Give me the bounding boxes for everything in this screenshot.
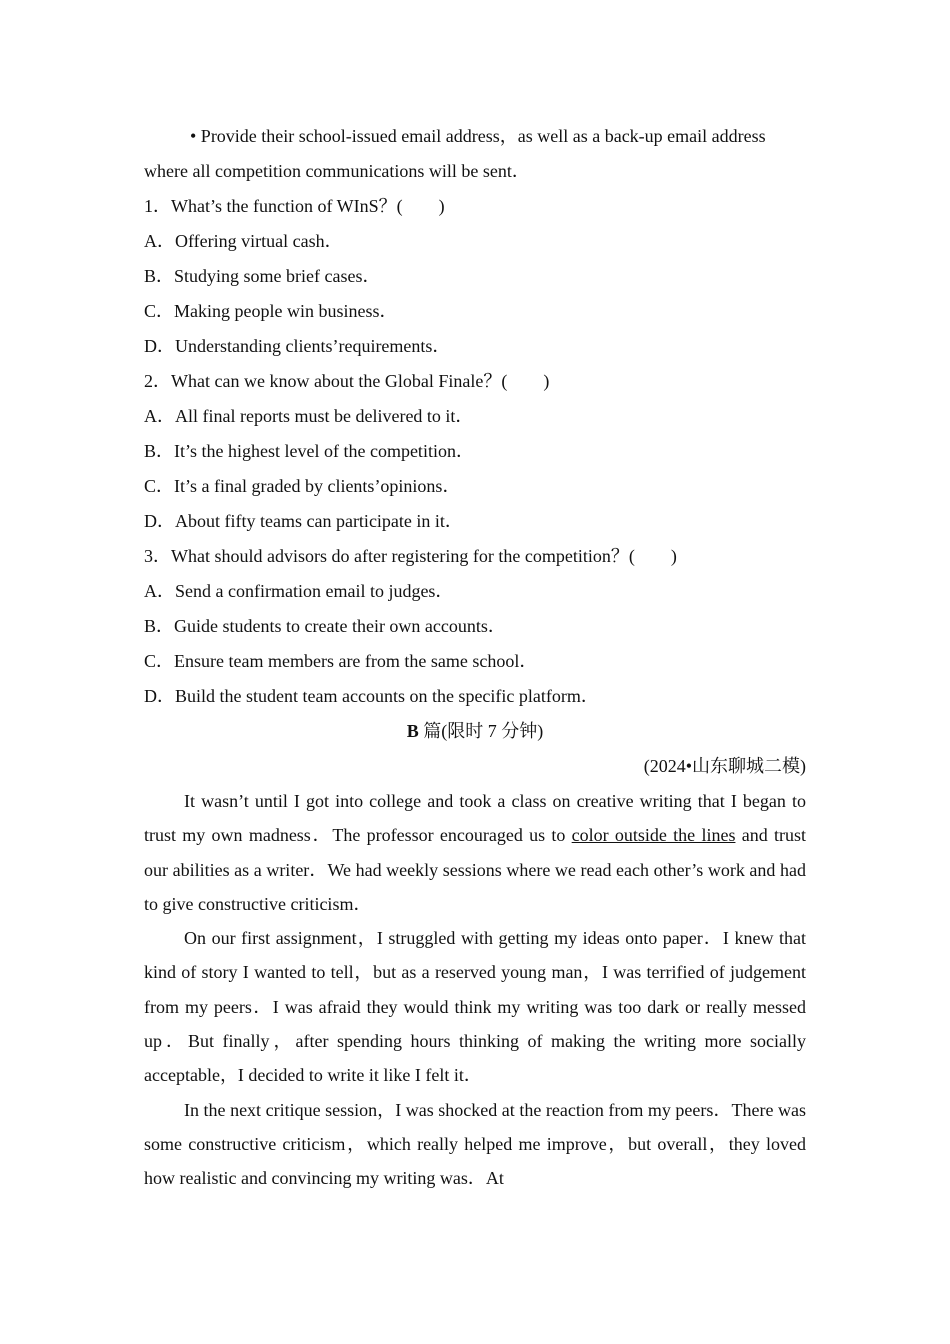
bullet-line: • Provide their school-issued email address，as well as a back-up email address (190, 126, 766, 146)
question-3-stem: 3．What should advisors do after registering for the competition？( ) (144, 546, 677, 566)
document-page (144, 119, 806, 1196)
question-1-option-b: B．Studying some brief cases． (144, 266, 381, 286)
question-2-option-d: D．About fifty teams can participate in it． (144, 511, 463, 531)
p1-text-after: and trust our abilities as a writer．We had weekly sessions where we read each other’s work and had to give constructive criticism． (144, 825, 806, 914)
section-title-letter: B (406, 721, 419, 741)
question-1-option-d: D．Understanding clients’requirements． (144, 336, 451, 356)
section-title (144, 714, 806, 749)
question-3-option-a: A．Send a confirmation email to judges． (144, 581, 454, 601)
passage-paragraph-2: On our first assignment，I struggled with getting my ideas onto paper．I knew that kind of story I wanted to tell，but as a reserved young man，I was terrified of judgement from my peers．I was afraid they would think my writing was too dark or really messed up．But finally，after spending hours thinking of making the writing more socially acceptable，I decided to write it like I felt it． (144, 928, 806, 1086)
p1-text-before: It wasn’t until I got into college and took a class on creative writing that I began to trust my own madness．The professor encouraged us to (144, 791, 806, 846)
question-1-stem: 1．What’s the function of WInS？( ) (144, 196, 445, 216)
question-3-option-c: C．Ensure team members are from the same school． (144, 651, 538, 671)
question-3-option-b: B．Guide students to create their own accounts． (144, 616, 506, 636)
question-1-option-c: C．Making people win business． (144, 301, 398, 321)
question-2-option-b: B．It’s the highest level of the competition． (144, 441, 474, 461)
question-2-option-a: A．All final reports must be delivered to it． (144, 406, 474, 426)
question-2-option-c: C．It’s a final graded by clients’opinions． (144, 476, 461, 496)
question-2-stem: 2．What can we know about the Global Finale？( ) (144, 371, 550, 391)
passage-paragraph-1 (144, 784, 806, 921)
question-3-option-d: D．Build the student team accounts on the specific platform． (144, 686, 599, 706)
question-1-option-a: A．Offering virtual cash． (144, 231, 343, 251)
passage-paragraph-3: In the next critique session，I was shocked at the reaction from my peers．There was some constructive criticism，which really helped me improve，but overall，they loved how realistic and convincing my writing was．At (144, 1099, 806, 1189)
section-title-text: 篇(限时 7 分钟) (418, 721, 544, 741)
bullet-continuation: where all competition communications will be sent． (144, 161, 530, 181)
source-citation: (2024•山东聊城二模) (643, 756, 806, 776)
underlined-phrase: color outside the lines (571, 825, 736, 846)
